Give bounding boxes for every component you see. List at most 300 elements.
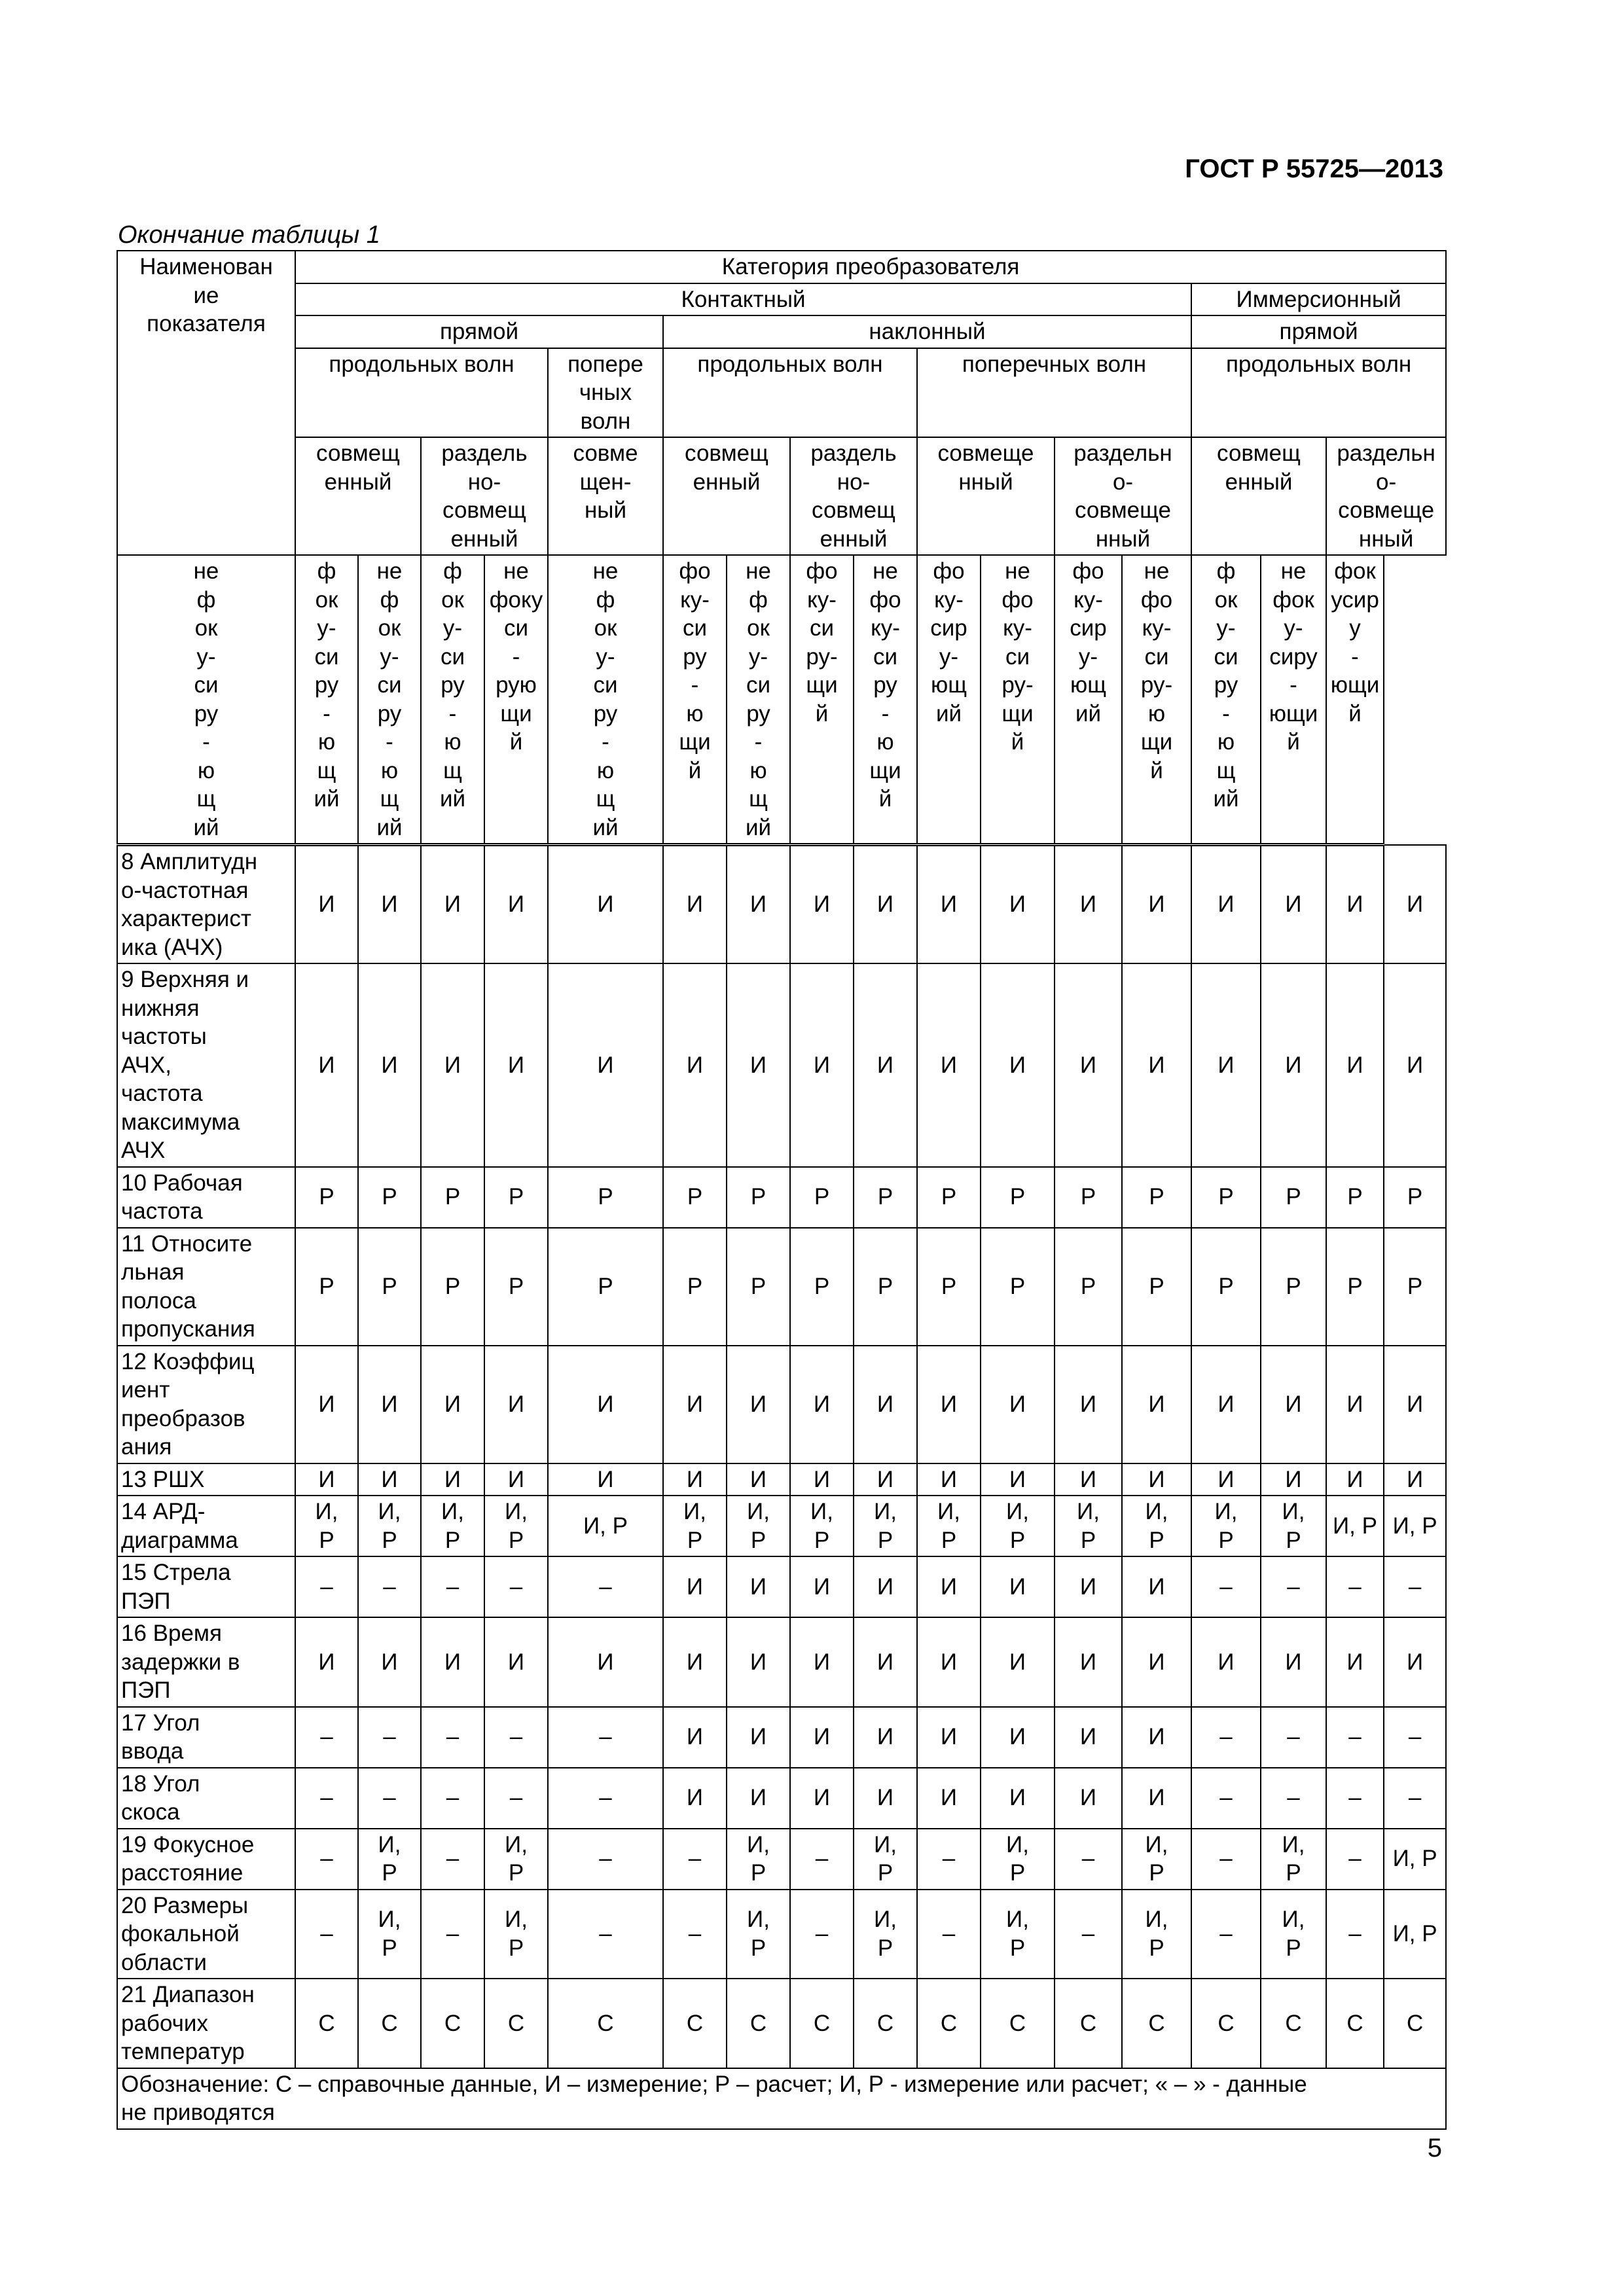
table-row [117, 1768, 1446, 1829]
table-cell: И [917, 1707, 981, 1768]
table-cell: И [917, 1346, 981, 1463]
table-cell: И [484, 1346, 548, 1463]
table-cell: И [981, 963, 1055, 1167]
table-cell: Р [1122, 1228, 1191, 1346]
table-cell: И [917, 1556, 981, 1617]
header-separate-combined: раздель но- совмещ енный [421, 437, 548, 555]
table-cell: И [421, 845, 484, 964]
table-cell: Р [484, 1167, 548, 1228]
table-row [117, 1228, 1446, 1346]
header-focus-type: не фо ку- си ру- ю щи й [1122, 555, 1191, 845]
table-cell: С [548, 1979, 663, 2068]
table-cell: И [727, 1617, 790, 1707]
table-cell: И [1261, 1463, 1326, 1496]
table-cell: Р [981, 1167, 1055, 1228]
table-cell: И, Р [1261, 1890, 1326, 1979]
table-cell: И [295, 845, 358, 964]
table-row [117, 1346, 1446, 1463]
table-cell: И [727, 1463, 790, 1496]
table-cell: И [1261, 1346, 1326, 1463]
table-cell: – [295, 1768, 358, 1829]
table-cell: С [727, 1979, 790, 2068]
table-cell: – [1384, 1768, 1446, 1829]
table-row [117, 845, 1446, 964]
table-cell: И [854, 1346, 917, 1463]
table-cell: И, Р [358, 1890, 421, 1979]
table-cell: И, Р [1191, 1496, 1261, 1556]
data-table [117, 250, 1447, 2130]
row-label: 10 Рабочая частота [117, 1167, 295, 1228]
table-cell: И, Р [663, 1496, 727, 1556]
table-cell: И [854, 1707, 917, 1768]
header-indicator: Наименован ие показателя [117, 251, 295, 555]
row-label: 13 РШХ [117, 1463, 295, 1496]
table-cell: Р [1055, 1228, 1122, 1346]
header-focus-type: не ф ок у- си ру - ю щ ий [548, 555, 663, 845]
table-cell: – [484, 1707, 548, 1768]
header-separate-combined: раздельн о- совмеще нный [1055, 437, 1191, 555]
table-cell: И [854, 963, 917, 1167]
table-cell: Р [1384, 1228, 1446, 1346]
table-cell: С [917, 1979, 981, 2068]
header-focus-type: не фокуси - рующи й [484, 555, 548, 845]
table-cell: И [727, 1707, 790, 1768]
row-label: 8 Амплитудн о-частотная характерист ика (АЧХ) [117, 845, 295, 964]
table-cell: И [421, 1617, 484, 1707]
table-cell: И [1122, 1463, 1191, 1496]
table-cell: – [663, 1829, 727, 1890]
table-cell: – [358, 1556, 421, 1617]
table-cell: С [854, 1979, 917, 2068]
table-cell: – [484, 1556, 548, 1617]
row-label: 19 Фокусное расстояние [117, 1829, 295, 1890]
table-cell: И [917, 1768, 981, 1829]
table-cell: Р [727, 1228, 790, 1346]
table-cell: Р [663, 1228, 727, 1346]
row-label: 14 АРД- диаграмма [117, 1496, 295, 1556]
table-cell: И [1384, 845, 1446, 964]
table-cell: И [917, 1617, 981, 1707]
table-cell: И [981, 1768, 1055, 1829]
standard-number: ГОСТ Р 55725—2013 [1185, 154, 1443, 183]
table-cell: И [981, 1463, 1055, 1496]
table-cell: С [981, 1979, 1055, 2068]
header-long-waves: продольных волн [663, 348, 917, 438]
table-cell: И [981, 1617, 1055, 1707]
table-cell: И [295, 963, 358, 1167]
header-focus-type: фо ку- си ру- щи й [790, 555, 854, 845]
header-focus-type: ф ок у- си ру - ю щ ий [421, 555, 484, 845]
table-cell: И [663, 1463, 727, 1496]
header-shear-waves: попере чных волн [548, 348, 663, 438]
table-cell: Р [1191, 1228, 1261, 1346]
table-cell: Р [295, 1167, 358, 1228]
header-combined: совмеще нный [917, 437, 1055, 555]
table-cell: – [1191, 1768, 1261, 1829]
header-focus-type: фо ку- сир у- ющ ий [1055, 555, 1122, 845]
table-cell: И [663, 1556, 727, 1617]
table-cell: И [1384, 1346, 1446, 1463]
table-cell: Р [1261, 1228, 1326, 1346]
table-row [117, 1167, 1446, 1228]
table-cell: И, Р [358, 1496, 421, 1556]
table-cell: – [917, 1890, 981, 1979]
header-focus-type: не ф ок у- си ру - ю щ ий [358, 555, 421, 845]
table-cell: – [1261, 1707, 1326, 1768]
table-cell: И [548, 963, 663, 1167]
table-cell: – [295, 1829, 358, 1890]
table-cell: И, Р [727, 1890, 790, 1979]
table-cell: И, Р [727, 1829, 790, 1890]
table-cell: И [1122, 845, 1191, 964]
table-cell: И, Р [1122, 1890, 1191, 1979]
table-cell: – [295, 1707, 358, 1768]
table-cell: Р [484, 1228, 548, 1346]
table-cell: И [484, 1463, 548, 1496]
header-straight: прямой [295, 315, 663, 348]
table-cell: – [1055, 1890, 1122, 1979]
table-cell: Р [1191, 1167, 1261, 1228]
table-cell: – [1384, 1707, 1446, 1768]
table-cell: – [484, 1768, 548, 1829]
table-cell: И [663, 1707, 727, 1768]
table-cell: С [1055, 1979, 1122, 2068]
table-cell: И [790, 1346, 854, 1463]
table-cell: И [1326, 1346, 1384, 1463]
table-cell: Р [1122, 1167, 1191, 1228]
table-cell: С [1261, 1979, 1326, 2068]
header-separate-combined: раздель но- совмещ енный [790, 437, 917, 555]
table-cell: Р [790, 1167, 854, 1228]
table-cell: И, Р [1122, 1829, 1191, 1890]
table-cell: Р [854, 1167, 917, 1228]
table-cell: И [1191, 1463, 1261, 1496]
table-cell: С [484, 1979, 548, 2068]
table-cell: – [548, 1768, 663, 1829]
row-label: 12 Коэффиц иент преобразов ания [117, 1346, 295, 1463]
table-cell: И [981, 1556, 1055, 1617]
table-cell: И [917, 1463, 981, 1496]
table-cell: И [1122, 1346, 1191, 1463]
table-cell: И [917, 845, 981, 964]
table-cell: И [421, 1346, 484, 1463]
table-cell: И, Р [1055, 1496, 1122, 1556]
table-cell: И, Р [981, 1496, 1055, 1556]
table-cell: Р [854, 1228, 917, 1346]
header-combined: совмещ енный [663, 437, 790, 555]
table-cell: – [295, 1556, 358, 1617]
table-cell: – [548, 1556, 663, 1617]
table-cell: С [295, 1979, 358, 2068]
table-cell: И [1326, 1463, 1384, 1496]
table-cell: И [1326, 963, 1384, 1167]
table-cell: – [548, 1707, 663, 1768]
table-cell: И [1055, 1556, 1122, 1617]
table-cell: Р [1384, 1167, 1446, 1228]
table-cell: И [790, 963, 854, 1167]
table-cell: И [1191, 1346, 1261, 1463]
header-shear-waves: поперечных волн [917, 348, 1191, 438]
table-cell: – [421, 1829, 484, 1890]
table-cell: И, Р [421, 1496, 484, 1556]
table-cell: – [358, 1768, 421, 1829]
table-cell: И [1191, 963, 1261, 1167]
header-focus-type: не фо ку- си ру - ю щи й [854, 555, 917, 845]
header-separate-combined: раздельн о- совмеще нный [1326, 437, 1446, 555]
table-cell: – [1191, 1707, 1261, 1768]
table-cell: И, Р [484, 1890, 548, 1979]
table-cell: И [790, 1617, 854, 1707]
table-cell: – [1191, 1556, 1261, 1617]
table-cell: Р [358, 1228, 421, 1346]
table-row [117, 1829, 1446, 1890]
table-cell: – [548, 1890, 663, 1979]
table-cell: И, Р [917, 1496, 981, 1556]
table-row [117, 963, 1446, 1167]
table-cell: – [1384, 1556, 1446, 1617]
table-cell: И [790, 1463, 854, 1496]
table-cell: Р [421, 1228, 484, 1346]
table-cell: С [1191, 1979, 1261, 2068]
table-cell: – [1261, 1768, 1326, 1829]
table-cell: И [1326, 845, 1384, 964]
table-cell: И [663, 1617, 727, 1707]
table-note: Обозначение: С – справочные данные, И – измерение; Р – расчет; И, Р - измерение или расчет; « – » - данные не приводятся [117, 2068, 1446, 2129]
table-cell: – [421, 1707, 484, 1768]
table-cell: Р [421, 1167, 484, 1228]
header-combined: совмещ енный [295, 437, 421, 555]
table-cell: И [484, 845, 548, 964]
table-cell: И [1055, 1463, 1122, 1496]
table-cell: И [790, 845, 854, 964]
table-cell: Р [1326, 1228, 1384, 1346]
row-label: 11 Относите льная полоса пропускания [117, 1228, 295, 1346]
table-cell: С [421, 1979, 484, 2068]
table-cell: Р [917, 1167, 981, 1228]
table-cell: Р [981, 1228, 1055, 1346]
table-row [117, 1890, 1446, 1979]
table-cell: И [790, 1707, 854, 1768]
table-cell: – [1191, 1890, 1261, 1979]
table-cell: И, Р [1261, 1829, 1326, 1890]
table-row [117, 1617, 1446, 1707]
table-cell: И [1055, 1707, 1122, 1768]
table-cell: И, Р [358, 1829, 421, 1890]
table-cell: И [981, 1707, 1055, 1768]
table-cell: С [663, 1979, 727, 2068]
table-cell: И [358, 963, 421, 1167]
table-cell: Р [917, 1228, 981, 1346]
table-cell: И [548, 1617, 663, 1707]
row-label: 21 Диапазон рабочих температур [117, 1979, 295, 2068]
table-cell: – [421, 1556, 484, 1617]
table-cell: И, Р [981, 1829, 1055, 1890]
header-focus-type: не ф ок у- си ру - ю щ ий [727, 555, 790, 845]
table-cell: Р [727, 1167, 790, 1228]
table-cell: И, Р [981, 1890, 1055, 1979]
table-cell: – [1191, 1829, 1261, 1890]
table-cell: И, Р [1384, 1496, 1446, 1556]
header-focus-type: не фо ку- си ру- щи й [981, 555, 1055, 845]
table-cell: С [790, 1979, 854, 2068]
header-focus-type: ф ок у- си ру - ю щ ий [295, 555, 358, 845]
table-cell: И [727, 1346, 790, 1463]
table-cell: И [421, 963, 484, 1167]
table-cell: – [548, 1829, 663, 1890]
row-label: 16 Время задержки в ПЭП [117, 1617, 295, 1707]
table-cell: И [1055, 1768, 1122, 1829]
table-cell: И [1055, 963, 1122, 1167]
header-angled: наклонный [663, 315, 1191, 348]
table-cell: И, Р [484, 1829, 548, 1890]
table-cell: Р [790, 1228, 854, 1346]
table-cell: – [1326, 1707, 1384, 1768]
table-cell: И, Р [790, 1496, 854, 1556]
row-label: 20 Размеры фокальной области [117, 1890, 295, 1979]
table-cell: И [1191, 845, 1261, 964]
table-cell: С [1122, 1979, 1191, 2068]
table-cell: И [663, 963, 727, 1167]
table-cell: И, Р [484, 1496, 548, 1556]
table-cell: И [790, 1768, 854, 1829]
table-cell: – [295, 1890, 358, 1979]
table-cell: С [358, 1979, 421, 2068]
table-cell: И [1261, 845, 1326, 964]
table-cell: И [484, 1617, 548, 1707]
table-cell: И, Р [1261, 1496, 1326, 1556]
header-focus-type: фо ку- сир у- ющ ий [917, 555, 981, 845]
table-cell: С [1326, 1979, 1384, 2068]
header-straight-immersion: прямой [1191, 315, 1446, 348]
table-cell: И [1055, 845, 1122, 964]
table-cell: И [1055, 1617, 1122, 1707]
table-row [117, 1496, 1446, 1556]
table-cell: И, Р [1122, 1496, 1191, 1556]
header-focus-type: фок усиру - ющи й [1326, 555, 1384, 845]
table-cell: И [1055, 1346, 1122, 1463]
table-cell: И, Р [1384, 1829, 1446, 1890]
table-row [117, 1556, 1446, 1617]
header-focus-type: не ф ок у- си ру - ю щ ий [117, 555, 295, 845]
table-cell: – [790, 1829, 854, 1890]
table-cell: И, Р [1384, 1890, 1446, 1979]
table-cell: И [358, 1463, 421, 1496]
header-focus-type: ф ок у- си ру - ю щ ий [1191, 555, 1261, 845]
table-cell: Р [548, 1167, 663, 1228]
header-combined: совме щен- ный [548, 437, 663, 555]
table-cell: Р [295, 1228, 358, 1346]
table-cell: И [1122, 1617, 1191, 1707]
table-cell: И [295, 1346, 358, 1463]
table-cell: И [1384, 1463, 1446, 1496]
table-cell: И [421, 1463, 484, 1496]
table-cell: И [981, 1346, 1055, 1463]
table-cell: И [663, 845, 727, 964]
table-cell: И [1384, 963, 1446, 1167]
table-cell: И, Р [548, 1496, 663, 1556]
table-cell: – [1326, 1890, 1384, 1979]
table-cell: И [358, 1346, 421, 1463]
table-cell: Р [1261, 1167, 1326, 1228]
table-cell: И [727, 1768, 790, 1829]
table-cell: И [1122, 1707, 1191, 1768]
table-cell: И [548, 1346, 663, 1463]
table-cell: – [358, 1707, 421, 1768]
table-cell: И [1384, 1617, 1446, 1707]
table-cell: – [1326, 1829, 1384, 1890]
table-cell: С [1384, 1979, 1446, 2068]
table-cell: Р [358, 1167, 421, 1228]
table-cell: – [421, 1890, 484, 1979]
table-cell: Р [548, 1228, 663, 1346]
table-cell: И, Р [854, 1829, 917, 1890]
row-label: 17 Угол ввода [117, 1707, 295, 1768]
table-cell: Р [1055, 1167, 1122, 1228]
table-cell: И [1122, 1768, 1191, 1829]
table-cell: Р [663, 1167, 727, 1228]
table-cell: И [548, 845, 663, 964]
header-long-waves: продольных волн [295, 348, 548, 438]
table-cell: И, Р [295, 1496, 358, 1556]
table-cell: И [727, 1556, 790, 1617]
table-cell: И [854, 845, 917, 964]
table-cell: И, Р [1326, 1496, 1384, 1556]
table-cell: И, Р [854, 1496, 917, 1556]
table-cell: И [1122, 1556, 1191, 1617]
table-cell: Р [1326, 1167, 1384, 1228]
table-cell: И [358, 845, 421, 964]
row-label: 15 Стрела ПЭП [117, 1556, 295, 1617]
table-cell: – [1326, 1768, 1384, 1829]
table-cell: И [854, 1617, 917, 1707]
header-focus-type: фо ку- си ру - ю щи й [663, 555, 727, 845]
table-cell: И [295, 1617, 358, 1707]
table-caption: Окончание таблицы 1 [118, 221, 380, 249]
table-cell: – [663, 1890, 727, 1979]
table-row [117, 1463, 1446, 1496]
table-cell: И [663, 1346, 727, 1463]
row-label: 9 Верхняя и нижняя частоты АЧХ, частота максимума АЧХ [117, 963, 295, 1167]
table-cell: – [1261, 1556, 1326, 1617]
table-cell: И [981, 845, 1055, 964]
table-cell: И [484, 963, 548, 1167]
table-cell: И [854, 1463, 917, 1496]
header-long-waves: продольных волн [1191, 348, 1446, 438]
table-cell: И [1326, 1617, 1384, 1707]
table-cell: И [1261, 1617, 1326, 1707]
table-cell: И [663, 1768, 727, 1829]
table-cell: И [1191, 1617, 1261, 1707]
row-label: 18 Угол скоса [117, 1768, 295, 1829]
table-cell: – [790, 1890, 854, 1979]
table-cell: – [1055, 1829, 1122, 1890]
page-number: 5 [1427, 2134, 1442, 2162]
table-cell: И [790, 1556, 854, 1617]
table-cell: И [727, 845, 790, 964]
table-cell: И [854, 1768, 917, 1829]
table-cell: И [295, 1463, 358, 1496]
header-contact: Контактный [295, 283, 1191, 316]
table-cell: И [1261, 963, 1326, 1167]
header-category: Категория преобразователя [295, 251, 1446, 283]
table-cell: – [917, 1829, 981, 1890]
table-cell: И [917, 963, 981, 1167]
table-row [117, 1707, 1446, 1768]
table-cell: – [1326, 1556, 1384, 1617]
table-cell: И, Р [727, 1496, 790, 1556]
table-cell: И [548, 1463, 663, 1496]
header-focus-type: не фок у- сиру - ющи й [1261, 555, 1326, 845]
